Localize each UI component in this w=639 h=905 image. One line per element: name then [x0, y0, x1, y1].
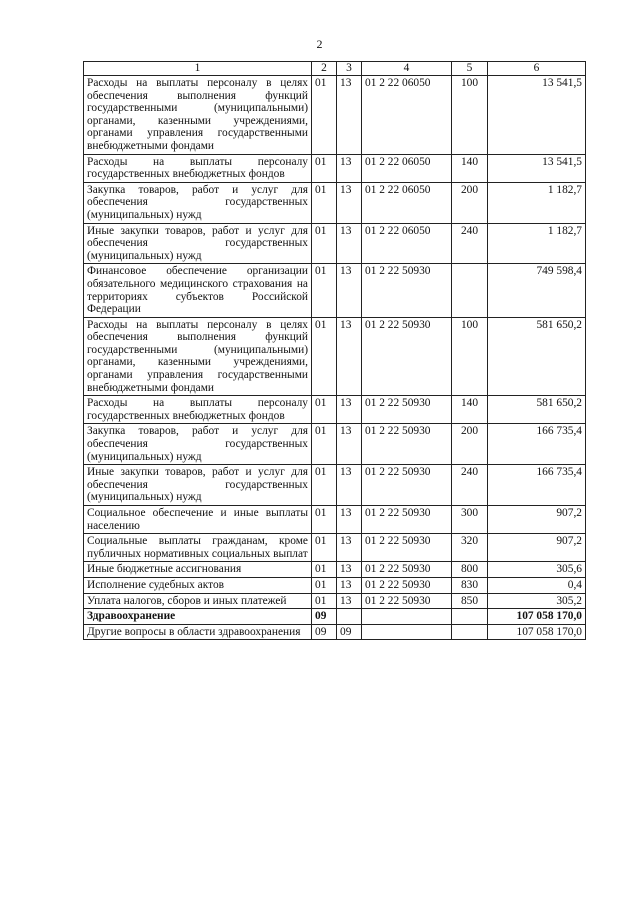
row-name: Закупка товаров, работ и услуг для обеспечения государственных (муниципальных) нужд — [84, 424, 312, 465]
row-name: Исполнение судебных актов — [84, 577, 312, 593]
table-row — [84, 534, 586, 562]
row-name: Здравоохранение — [84, 609, 312, 625]
column-header-4: 4 — [362, 62, 452, 76]
row-name: Иные закупки товаров, работ и услуг для обеспечения государственных (муниципальных) нужд — [84, 223, 312, 264]
row-amount: 0,4 — [488, 577, 586, 593]
row-name: Уплата налогов, сборов и иных платежей — [84, 593, 312, 609]
row-name: Расходы на выплаты персоналу в целях обеспечения выполнения функций государственными (муниципальными) органами, казенными учреждениями, органами управления государственными внебюджетными фондами — [84, 76, 312, 155]
row-subsection: 13 — [337, 396, 362, 424]
row-expense-type: 200 — [452, 424, 488, 465]
row-section: 01 — [312, 424, 337, 465]
row-target-code: 01 2 22 06050 — [362, 223, 452, 264]
row-subsection — [337, 609, 362, 625]
row-subsection: 13 — [337, 577, 362, 593]
table-row — [84, 562, 586, 578]
row-target-code: 01 2 22 50930 — [362, 562, 452, 578]
row-subsection: 09 — [337, 624, 362, 640]
row-expense-type: 200 — [452, 182, 488, 223]
table-body — [84, 76, 586, 640]
row-target-code: 01 2 22 06050 — [362, 76, 452, 155]
row-expense-type: 320 — [452, 534, 488, 562]
row-section: 09 — [312, 609, 337, 625]
row-name: Другие вопросы в области здравоохранения — [84, 624, 312, 640]
row-expense-type — [452, 264, 488, 317]
row-amount: 1 182,7 — [488, 223, 586, 264]
row-expense-type: 240 — [452, 223, 488, 264]
row-subsection: 13 — [337, 223, 362, 264]
row-section: 01 — [312, 317, 337, 396]
row-target-code: 01 2 22 50930 — [362, 534, 452, 562]
row-target-code: 01 2 22 50930 — [362, 264, 452, 317]
row-subsection: 13 — [337, 562, 362, 578]
row-amount: 13 541,5 — [488, 76, 586, 155]
table-row — [84, 223, 586, 264]
row-expense-type: 100 — [452, 317, 488, 396]
table-row — [84, 593, 586, 609]
row-target-code: 01 2 22 06050 — [362, 182, 452, 223]
column-header-5: 5 — [452, 62, 488, 76]
row-subsection: 13 — [337, 317, 362, 396]
row-expense-type: 300 — [452, 506, 488, 534]
row-target-code: 01 2 22 50930 — [362, 577, 452, 593]
row-name: Расходы на выплаты персоналу государственных внебюджетных фондов — [84, 154, 312, 182]
row-expense-type: 830 — [452, 577, 488, 593]
row-subsection: 13 — [337, 182, 362, 223]
row-section: 09 — [312, 624, 337, 640]
table-row — [84, 465, 586, 506]
row-amount: 581 650,2 — [488, 317, 586, 396]
row-amount: 305,6 — [488, 562, 586, 578]
table-row — [84, 182, 586, 223]
table-row — [84, 424, 586, 465]
table-row — [84, 624, 586, 640]
row-name: Социальные выплаты гражданам, кроме публичных нормативных социальных выплат — [84, 534, 312, 562]
row-amount: 1 182,7 — [488, 182, 586, 223]
row-amount: 107 058 170,0 — [488, 609, 586, 625]
row-amount: 107 058 170,0 — [488, 624, 586, 640]
row-section: 01 — [312, 76, 337, 155]
row-section: 01 — [312, 534, 337, 562]
row-section: 01 — [312, 396, 337, 424]
column-header-6: 6 — [488, 62, 586, 76]
row-target-code: 01 2 22 50930 — [362, 424, 452, 465]
table-row — [84, 577, 586, 593]
row-amount: 13 541,5 — [488, 154, 586, 182]
row-subsection: 13 — [337, 424, 362, 465]
row-amount: 166 735,4 — [488, 424, 586, 465]
row-expense-type: 100 — [452, 76, 488, 155]
row-subsection: 13 — [337, 506, 362, 534]
row-target-code — [362, 624, 452, 640]
row-target-code: 01 2 22 50930 — [362, 317, 452, 396]
row-target-code: 01 2 22 50930 — [362, 506, 452, 534]
table-row — [84, 396, 586, 424]
row-subsection: 13 — [337, 593, 362, 609]
row-section: 01 — [312, 593, 337, 609]
row-section: 01 — [312, 577, 337, 593]
row-section: 01 — [312, 223, 337, 264]
row-amount: 907,2 — [488, 534, 586, 562]
table-header-row — [84, 62, 586, 76]
budget-table — [83, 61, 586, 640]
row-section: 01 — [312, 465, 337, 506]
row-amount: 166 735,4 — [488, 465, 586, 506]
table-row — [84, 506, 586, 534]
row-section: 01 — [312, 562, 337, 578]
row-section: 01 — [312, 506, 337, 534]
row-expense-type: 240 — [452, 465, 488, 506]
row-name: Расходы на выплаты персоналу в целях обеспечения выполнения функций государственными (муниципальными) органами, казенными учреждениями, органами управления государственными внебюджетными фондами — [84, 317, 312, 396]
row-name: Финансовое обеспечение организации обязательного медицинского страхования на территориях субъектов Российской Федерации — [84, 264, 312, 317]
page-number: 2 — [316, 37, 323, 51]
row-name: Иные бюджетные ассигнования — [84, 562, 312, 578]
column-header-2: 2 — [312, 62, 337, 76]
row-amount: 907,2 — [488, 506, 586, 534]
row-subsection: 13 — [337, 76, 362, 155]
row-target-code: 01 2 22 50930 — [362, 465, 452, 506]
row-name: Иные закупки товаров, работ и услуг для обеспечения государственных (муниципальных) нужд — [84, 465, 312, 506]
table-row — [84, 264, 586, 317]
row-target-code: 01 2 22 06050 — [362, 154, 452, 182]
row-name: Расходы на выплаты персоналу государственных внебюджетных фондов — [84, 396, 312, 424]
table-row — [84, 317, 586, 396]
row-expense-type: 800 — [452, 562, 488, 578]
row-amount: 581 650,2 — [488, 396, 586, 424]
row-expense-type — [452, 624, 488, 640]
row-subsection: 13 — [337, 154, 362, 182]
table-row — [84, 76, 586, 155]
row-amount: 749 598,4 — [488, 264, 586, 317]
row-section: 01 — [312, 264, 337, 317]
row-section: 01 — [312, 182, 337, 223]
row-amount: 305,2 — [488, 593, 586, 609]
row-target-code: 01 2 22 50930 — [362, 593, 452, 609]
table-row — [84, 609, 586, 625]
row-name: Социальное обеспечение и иные выплаты населению — [84, 506, 312, 534]
row-target-code: 01 2 22 50930 — [362, 396, 452, 424]
column-header-3: 3 — [337, 62, 362, 76]
row-section: 01 — [312, 154, 337, 182]
row-expense-type — [452, 609, 488, 625]
row-subsection: 13 — [337, 465, 362, 506]
row-subsection: 13 — [337, 534, 362, 562]
row-expense-type: 140 — [452, 396, 488, 424]
row-expense-type: 850 — [452, 593, 488, 609]
table-row — [84, 154, 586, 182]
row-subsection: 13 — [337, 264, 362, 317]
column-header-1: 1 — [84, 62, 312, 76]
row-name: Закупка товаров, работ и услуг для обеспечения государственных (муниципальных) нужд — [84, 182, 312, 223]
row-target-code — [362, 609, 452, 625]
row-expense-type: 140 — [452, 154, 488, 182]
